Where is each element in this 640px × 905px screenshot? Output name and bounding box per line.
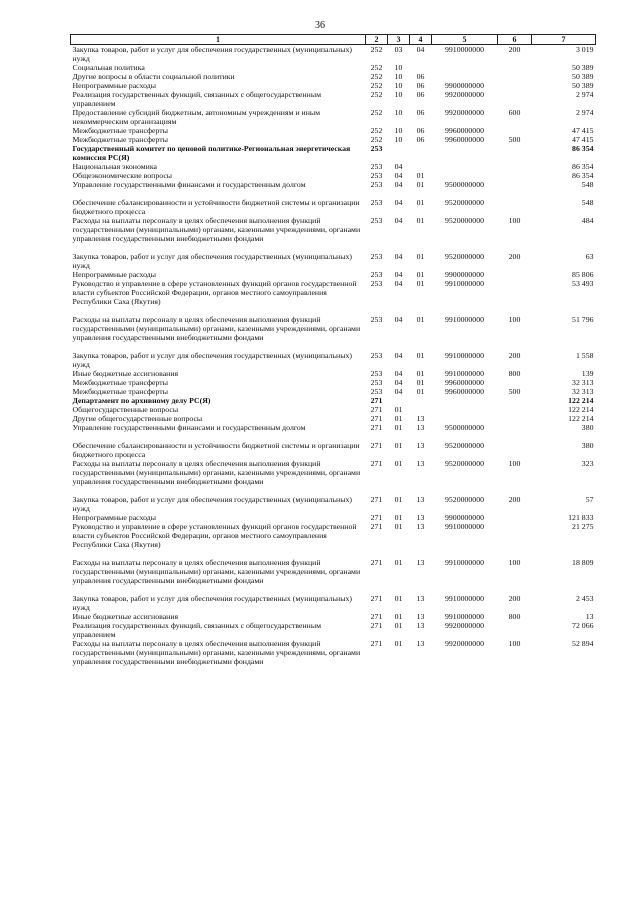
row-name: Обеспечение сбалансированности и устойчивости бюджетной системы и организации бюджетного процесса [72,198,360,216]
row-name: Межбюджетные трансферты [72,378,168,387]
row-code-2: 253 [370,369,383,378]
row-name: Департамент по архивному делу РС(Я) [72,396,211,405]
row-amount: 323 [581,459,594,468]
table-row [71,72,596,81]
row-code-2: 271 [370,423,383,432]
row-code-3: 10 [394,126,403,135]
row-code-6 [498,72,532,81]
row-amount: 2 974 [575,108,594,117]
row-code-3: 04 [394,351,403,360]
row-code-3: 01 [394,612,403,621]
row-code-4: 01 [416,180,425,189]
row-code-6: 100 [508,216,521,225]
row-code-3: 01 [394,513,403,522]
row-code-6 [498,90,532,108]
row-code-2: 253 [370,144,383,153]
row-amount: 548 [581,198,594,207]
row-code-6 [498,405,532,414]
row-code-2: 271 [370,558,383,567]
row-code-2: 271 [370,522,383,531]
row-code-5 [432,144,498,162]
row-amount: 380 [581,423,594,432]
row-code-3: 01 [394,594,403,603]
table-header [71,35,596,45]
row-code-6 [498,126,532,135]
row-code-2: 252 [370,135,383,144]
row-code-6: 800 [508,612,521,621]
row-amount: 139 [581,369,594,378]
row-amount: 47 415 [572,126,594,135]
row-code-3: 01 [394,441,403,450]
row-code-5: 9910000000 [445,594,484,603]
table-row [71,216,596,252]
row-name: Обеспечение сбалансированности и устойчивости бюджетной системы и организации бюджетного процесса [72,441,360,459]
row-code-6 [498,63,532,72]
row-name: Закупка товаров, работ и услуг для обеспечения государственных (муниципальных) нужд [72,45,352,63]
row-amount: 50 389 [572,72,594,81]
row-code-5: 9960000000 [445,126,484,135]
table-row [71,621,596,639]
row-code-5: 9520000000 [445,198,484,207]
column-header-4: 4 [410,35,432,45]
row-code-4: 13 [416,495,425,504]
table-row [71,405,596,414]
table-row [71,162,596,171]
row-code-6 [498,423,532,441]
row-code-6: 100 [508,558,521,567]
row-code-3: 01 [394,558,403,567]
row-name: Расходы на выплаты персоналу в целях обеспечения выполнения функций государственными (муниципальными) органами, казенными учреждениями, органами управления государственными внебюджетными фондами [72,315,361,342]
table-row [71,639,596,675]
row-name: Другие общегосударственные вопросы [72,414,203,423]
row-code-3: 04 [394,270,403,279]
column-header-3: 3 [388,35,410,45]
row-code-4: 13 [416,612,425,621]
row-code-3: 01 [394,459,403,468]
table-row [71,378,596,387]
row-amount: 47 415 [572,135,594,144]
row-code-5: 9500000000 [445,180,484,189]
row-amount: 32 313 [572,378,594,387]
table-row [71,522,596,558]
row-amount: 1 558 [575,351,594,360]
row-amount: 3 019 [575,45,594,54]
row-code-4 [410,396,432,405]
table-row [71,171,596,180]
row-code-3: 01 [394,522,403,531]
row-code-4: 01 [416,171,425,180]
row-code-6 [498,513,532,522]
row-code-5: 9910000000 [445,351,484,360]
row-name: Непрограммные расходы [72,81,157,90]
table-row [71,414,596,423]
row-name: Межбюджетные трансферты [72,126,168,135]
row-amount: 121 833 [568,513,594,522]
row-name: Закупка товаров, работ и услуг для обеспечения государственных (муниципальных) нужд [72,495,352,513]
row-code-6: 800 [508,369,521,378]
row-name: Расходы на выплаты персоналу в целях обеспечения выполнения функций государственными (муниципальными) органами, казенными учреждениями, органами управления государственными внебюджетными фондами [72,558,361,585]
row-amount: 85 806 [572,270,594,279]
row-amount: 18 809 [572,558,594,567]
row-code-5 [432,396,498,405]
table-row [71,441,596,459]
row-name: Другие вопросы в области социальной политики [72,72,235,81]
row-code-4 [410,405,432,414]
row-code-4 [410,144,432,162]
row-code-3: 04 [394,378,403,387]
row-code-2: 252 [370,45,383,54]
table-row [71,45,596,64]
row-code-2: 252 [370,81,383,90]
row-code-4 [410,162,432,171]
row-code-4: 13 [416,423,425,432]
table-row [71,423,596,441]
row-code-6 [498,378,532,387]
row-name: Расходы на выплаты персоналу в целях обеспечения выполнения функций государственными (муниципальными) органами, казенными учреждениями, органами управления государственными внебюджетными фондами [72,459,361,486]
row-code-6 [498,198,532,216]
row-name: Расходы на выплаты персоналу в целях обеспечения выполнения функций государственными (муниципальными) органами, казенными учреждениями, органами управления государственными внебюджетными фондами [72,216,361,243]
row-code-4: 13 [416,594,425,603]
row-amount: 57 [585,495,594,504]
row-code-2: 253 [370,315,383,324]
row-amount: 548 [581,180,594,189]
row-code-4: 13 [416,513,425,522]
row-code-5: 9900000000 [445,270,484,279]
row-amount: 32 313 [572,387,594,396]
row-code-5: 9920000000 [445,90,484,99]
row-amount: 53 493 [572,279,594,288]
row-code-5 [432,162,498,171]
row-code-4: 01 [416,270,425,279]
table-row [71,459,596,495]
row-code-4: 01 [416,369,425,378]
row-code-3: 01 [394,495,403,504]
row-code-2: 253 [370,252,383,261]
row-amount: 86 354 [572,171,594,180]
row-name: Общегосударственные вопросы [72,405,179,414]
row-code-2: 253 [370,171,383,180]
row-amount: 63 [585,252,594,261]
row-code-4: 04 [416,45,425,54]
row-code-5: 9520000000 [445,495,484,504]
row-code-5: 9910000000 [445,279,484,288]
column-header-2: 2 [366,35,388,45]
row-code-2: 253 [370,180,383,189]
row-code-3: 04 [394,387,403,396]
row-code-4: 13 [416,414,425,423]
table-row [71,558,596,594]
table-row [71,495,596,513]
row-code-4: 01 [416,351,425,360]
row-code-3: 10 [394,135,403,144]
row-code-3 [388,144,410,162]
row-code-6: 600 [508,108,521,117]
row-code-6: 200 [508,351,521,360]
row-code-2: 271 [370,639,383,648]
row-code-5 [432,405,498,414]
row-code-4: 01 [416,315,425,324]
table-row [71,126,596,135]
row-code-3: 04 [394,180,403,189]
row-amount: 122 214 [568,396,594,405]
row-code-2: 253 [370,279,383,288]
row-name: Социальная политика [72,63,145,72]
row-code-6: 100 [508,315,521,324]
row-code-2: 271 [370,621,383,630]
row-code-4: 06 [416,72,425,81]
row-code-2: 252 [370,72,383,81]
row-code-5: 9900000000 [445,81,484,90]
row-code-4: 06 [416,90,425,99]
row-code-6: 500 [508,387,521,396]
table-row [71,396,596,405]
row-name: Руководство и управление в сфере установленных функций органов государственной власти субъектов Российской Федерации, органов местного самоуправления Республики Саха (Якутия) [72,522,357,549]
row-code-3: 04 [394,162,403,171]
row-code-3: 01 [394,423,403,432]
row-code-3: 01 [394,414,403,423]
row-name: Непрограммные расходы [72,270,157,279]
row-code-3: 10 [394,108,403,117]
row-code-3: 01 [394,405,403,414]
row-code-5 [432,63,498,72]
row-code-3: 10 [394,81,403,90]
column-header-5: 5 [432,35,498,45]
row-amount: 122 214 [568,414,594,423]
row-code-3: 04 [394,315,403,324]
row-name: Реализация государственных функций, связанных с общегосударственным управлением [72,621,322,639]
row-code-6 [498,621,532,639]
row-code-5: 9520000000 [445,216,484,225]
row-amount: 2 453 [575,594,594,603]
row-code-4: 01 [416,216,425,225]
row-code-6 [498,396,532,405]
row-code-3: 04 [394,198,403,207]
row-amount: 484 [581,216,594,225]
row-code-4: 01 [416,387,425,396]
row-amount: 380 [581,441,594,450]
row-code-5: 9500000000 [445,423,484,432]
table-row [71,387,596,396]
table-row [71,108,596,126]
row-code-3: 04 [394,252,403,261]
row-code-4: 01 [416,279,425,288]
row-code-2: 253 [370,198,383,207]
row-code-5: 9910000000 [445,558,484,567]
row-code-6 [498,270,532,279]
row-code-2: 271 [370,612,383,621]
row-code-6: 100 [508,639,521,648]
row-code-6 [498,162,532,171]
row-code-4: 06 [416,81,425,90]
row-code-5: 9920000000 [445,639,484,648]
row-code-4: 13 [416,639,425,648]
row-code-4: 06 [416,108,425,117]
row-code-2: 253 [370,378,383,387]
row-code-2: 252 [370,90,383,99]
row-code-2: 271 [370,495,383,504]
row-name: Общеэкономические вопросы [72,171,173,180]
row-code-4: 01 [416,378,425,387]
row-code-3: 10 [394,90,403,99]
table-row [71,270,596,279]
row-name: Закупка товаров, работ и услуг для обеспечения государственных (муниципальных) нужд [72,351,352,369]
row-code-6 [498,522,532,558]
row-code-5: 9960000000 [445,378,484,387]
row-name: Расходы на выплаты персоналу в целях обеспечения выполнения функций государственными (муниципальными) органами, казенными учреждениями, органами управления государственными внебюджетными фондами [72,639,361,666]
row-amount: 51 796 [572,315,594,324]
row-code-5: 9910000000 [445,45,484,54]
row-code-6 [498,180,532,198]
page-number: 36 [315,20,325,31]
table-row [71,81,596,90]
row-amount: 86 354 [572,144,594,153]
row-code-4: 13 [416,558,425,567]
table-row [71,351,596,369]
row-code-2: 253 [370,162,383,171]
row-name: Предоставление субсидий бюджетным, автономным учреждениям и иным некоммерческим организациям [72,108,321,126]
row-code-4: 06 [416,135,425,144]
row-name: Непрограммные расходы [72,513,157,522]
row-code-6: 200 [508,594,521,603]
row-amount: 2 974 [575,90,594,99]
row-amount: 50 389 [572,81,594,90]
column-header-1: 1 [71,35,366,45]
row-amount: 72 066 [572,621,594,630]
row-code-3 [388,396,410,405]
table-row [71,612,596,621]
row-code-3: 04 [394,369,403,378]
row-code-6: 500 [508,135,521,144]
row-code-5: 9520000000 [445,441,484,450]
row-code-3: 01 [394,639,403,648]
row-amount: 13 [585,612,594,621]
table-row [71,180,596,198]
row-code-5: 9520000000 [445,252,484,261]
row-code-6 [498,414,532,423]
row-code-6: 200 [508,495,521,504]
row-code-2: 252 [370,63,383,72]
row-code-3: 04 [394,216,403,225]
row-code-5 [432,72,498,81]
table-row [71,63,596,72]
row-name: Межбюджетные трансферты [72,135,168,144]
row-name: Иные бюджетные ассигнования [72,612,179,621]
row-code-2: 252 [370,126,383,135]
row-code-5 [432,414,498,423]
row-code-5: 9910000000 [445,369,484,378]
row-code-2: 271 [370,513,383,522]
row-code-2: 252 [370,108,383,117]
row-code-2: 253 [370,216,383,225]
row-code-4: 01 [416,252,425,261]
row-code-5: 9520000000 [445,459,484,468]
row-code-4: 06 [416,126,425,135]
row-code-6: 200 [508,45,521,54]
row-code-5: 9920000000 [445,108,484,117]
table-row [71,198,596,216]
table-row [71,594,596,612]
row-name: Межбюджетные трансферты [72,387,168,396]
column-header-6: 6 [498,35,532,45]
row-code-5: 9910000000 [445,612,484,621]
row-code-5: 9910000000 [445,315,484,324]
row-name: Иные бюджетные ассигнования [72,369,179,378]
table-body [71,45,596,676]
row-code-3: 04 [394,279,403,288]
row-name: Закупка товаров, работ и услуг для обеспечения государственных (муниципальных) нужд [72,252,352,270]
table-row [71,513,596,522]
row-code-6: 200 [508,252,521,261]
row-code-5: 9960000000 [445,387,484,396]
row-code-2: 253 [370,270,383,279]
row-code-2: 253 [370,351,383,360]
table-row [71,369,596,378]
row-name: Реализация государственных функций, связанных с общегосударственным управлением [72,90,322,108]
row-code-2: 271 [370,594,383,603]
row-amount: 122 214 [568,405,594,414]
row-code-2: 271 [370,405,383,414]
row-code-6 [498,81,532,90]
row-name: Закупка товаров, работ и услуг для обеспечения государственных (муниципальных) нужд [72,594,352,612]
row-code-3: 04 [394,171,403,180]
row-name: Руководство и управление в сфере установленных функций органов государственной власти субъектов Российской Федерации, органов местного самоуправления Республики Саха (Якутия) [72,279,357,306]
row-code-2: 271 [370,459,383,468]
row-code-4: 13 [416,621,425,630]
row-code-3: 10 [394,63,403,72]
table-row [71,279,596,315]
row-name: Национальная экономика [72,162,157,171]
row-code-4: 13 [416,441,425,450]
row-code-5: 9920000000 [445,621,484,630]
row-code-6: 100 [508,459,521,468]
row-code-6 [498,441,532,459]
table-row [71,252,596,270]
row-code-6 [498,279,532,315]
row-code-4 [410,63,432,72]
row-amount: 86 354 [572,162,594,171]
row-amount: 50 389 [572,63,594,72]
column-header-7: 7 [532,35,596,45]
row-name: Управление государственными финансами и государственным долгом [72,180,306,189]
row-amount: 52 894 [572,639,594,648]
table-row [71,90,596,108]
row-code-3: 03 [394,45,403,54]
row-code-5: 9910000000 [445,522,484,531]
row-code-5: 9960000000 [445,135,484,144]
row-code-5: 9900000000 [445,513,484,522]
row-name: Государственный комитет по ценовой политике-Региональная энергетическая комиссия РС(Я) [72,144,351,162]
row-code-3: 01 [394,621,403,630]
row-code-4: 01 [416,198,425,207]
table-row [71,315,596,351]
row-code-2: 271 [370,441,383,450]
row-name: Управление государственными финансами и государственным долгом [72,423,306,432]
table-row [71,135,596,144]
row-code-4: 13 [416,459,425,468]
row-code-2: 271 [370,396,383,405]
row-code-2: 253 [370,387,383,396]
row-amount: 21 275 [572,522,594,531]
row-code-4: 13 [416,522,425,531]
row-code-6 [498,171,532,180]
row-code-5 [432,171,498,180]
row-code-6 [498,144,532,162]
row-code-2: 271 [370,414,383,423]
budget-table [70,34,596,675]
table-row [71,144,596,162]
row-code-3: 10 [394,72,403,81]
